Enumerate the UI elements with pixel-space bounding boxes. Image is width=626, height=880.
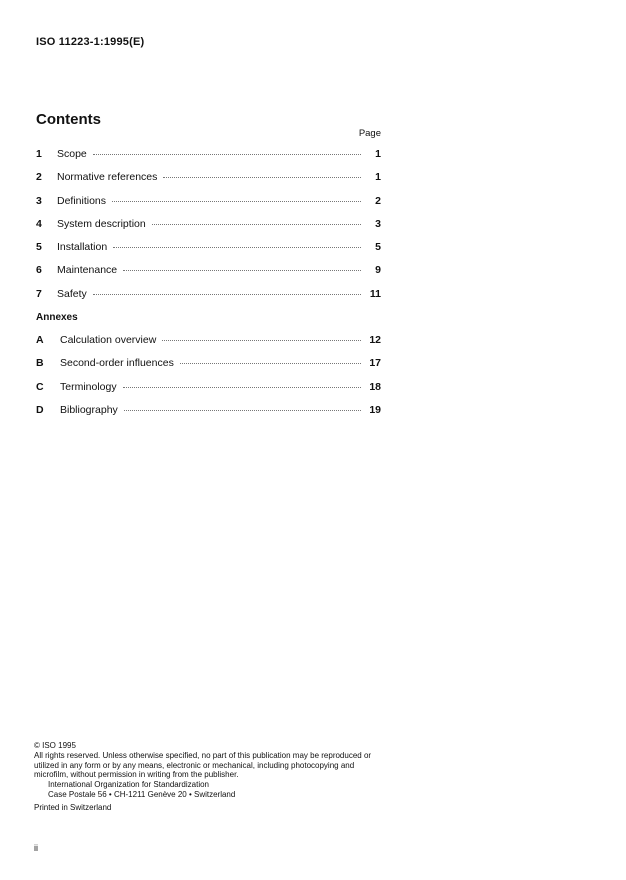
toc-entry-label: Safety	[57, 287, 87, 300]
page-number: ii	[34, 843, 38, 853]
annex-letter: D	[36, 403, 44, 416]
toc-entry[interactable]	[36, 171, 381, 194]
toc-entry-label: Maintenance	[57, 264, 118, 277]
toc-entry-number: 2	[36, 171, 42, 184]
annex-entry[interactable]	[36, 404, 381, 427]
annex-label: Second-order influences	[60, 357, 174, 370]
standard-identifier: ISO 11223-1:1995(E)	[36, 36, 145, 48]
toc-entry[interactable]	[36, 241, 381, 264]
toc-entry-page: 11	[369, 287, 381, 300]
annex-page: 18	[369, 380, 381, 393]
toc-entry-number: 1	[36, 148, 42, 160]
toc-entry-number: 6	[36, 264, 42, 277]
leader-dots	[113, 246, 361, 248]
leader-dots	[124, 409, 361, 411]
annex-label: Bibliography	[60, 403, 118, 416]
toc-entry-page: 2	[375, 194, 381, 207]
toc-entry-page: 5	[375, 241, 381, 254]
annex-label: Calculation overview	[60, 334, 157, 347]
annex-entry[interactable]	[36, 381, 381, 404]
toc-entry-number: 3	[36, 194, 42, 207]
toc-entry[interactable]	[36, 218, 381, 241]
annex-label: Terminology	[60, 380, 117, 393]
printed-location: Printed in Switzerland	[34, 802, 112, 812]
toc-entry-page: 9	[375, 264, 381, 277]
leader-dots	[162, 339, 361, 341]
annex-page: 12	[369, 334, 381, 347]
annex-letter: A	[36, 334, 44, 347]
organization-name: International Organization for Standardization	[48, 780, 209, 790]
annex-letter: B	[36, 357, 44, 370]
toc-entry-page: 1	[375, 148, 381, 160]
toc-entry-label: System description	[57, 217, 146, 230]
toc-entry[interactable]	[36, 264, 381, 287]
annexes-heading: Annexes	[36, 312, 78, 324]
toc-entry-label: Definitions	[57, 194, 107, 207]
copyright-notice	[34, 741, 384, 813]
leader-dots	[123, 386, 361, 388]
toc-entry[interactable]	[36, 288, 381, 311]
toc-entry-number: 4	[36, 217, 42, 230]
leader-dots	[93, 293, 361, 295]
annex-page: 19	[369, 403, 381, 416]
annex-entry[interactable]	[36, 334, 381, 357]
toc-entry[interactable]	[36, 148, 381, 171]
leader-dots	[163, 176, 361, 178]
annex-letter: C	[36, 380, 44, 393]
organization-address: Case Postale 56 • CH-1211 Genève 20 • Switzerland	[48, 789, 236, 799]
toc-entry-number: 7	[36, 287, 42, 300]
page-column-label: Page	[358, 128, 381, 139]
annex-entry[interactable]	[36, 357, 381, 380]
annex-page: 17	[369, 357, 381, 370]
leader-dots	[112, 200, 361, 202]
copyright-line: © ISO 1995	[34, 741, 76, 750]
toc-entry-page: 1	[375, 171, 381, 184]
toc-entry-label: Normative references	[57, 171, 158, 184]
toc-entry-label: Scope	[57, 148, 87, 160]
contents-title: Contents	[36, 111, 101, 128]
table-of-contents	[36, 148, 381, 427]
toc-entry-label: Installation	[57, 241, 108, 254]
toc-entry[interactable]	[36, 195, 381, 218]
leader-dots	[152, 223, 361, 225]
leader-dots	[123, 269, 361, 271]
leader-dots	[93, 153, 361, 155]
rights-statement: All rights reserved. Unless otherwise specified, no part of this publication may be reproduced or utilized in any form or by any means, electronic or mechanical, including photocopying and microfilm, without permission in writing from the publisher.	[34, 750, 372, 780]
leader-dots	[180, 362, 361, 364]
toc-entry-page: 3	[375, 217, 381, 230]
toc-entry-number: 5	[36, 241, 42, 254]
